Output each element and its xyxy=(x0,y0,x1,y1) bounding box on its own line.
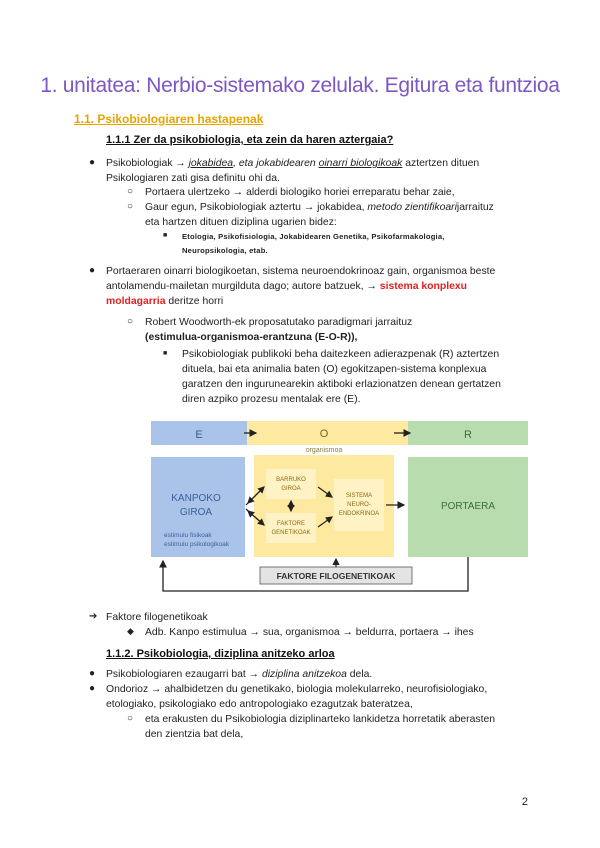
paragraph-line: Psikobiologiak publikoki beha daitezkeen adierazpenak (R) aztertzen xyxy=(182,349,500,360)
filogenetiko-label: FAKTORE FILOGENETIKOAK xyxy=(276,571,396,581)
bullet-dot: ● xyxy=(89,265,96,276)
portaera-label: PORTAERA xyxy=(440,501,496,512)
paragraph-line: Portaeraren oinarri biologikoetan, sistema neuroendokrinoaz gain, organismoa beste xyxy=(106,266,496,277)
kanpoko-label: KANPOKO xyxy=(171,493,221,504)
bullet-circle: ○ xyxy=(127,186,134,197)
bullet-circle: ○ xyxy=(127,316,134,327)
barruko-label: BARRUKO xyxy=(276,477,306,483)
paragraph-line: antolamendu-mailetan murgilduta dago; autore batzuek, → sistema konplexu xyxy=(106,281,467,292)
faktore-label: FAKTORE xyxy=(277,521,305,527)
page-title: 1. unitatea: Nerbio-sistemako zelulak. Egitura eta funtzioa xyxy=(40,74,560,97)
faktore-box xyxy=(266,513,316,543)
paragraph-line: Psikobiologiaren ezaugarri bat → diziplina anitzekoa dela. xyxy=(106,669,373,680)
r-label: R xyxy=(464,429,472,441)
paragraph-line: eta erakusten du Psikobiologia diziplinarteko lankidetza horretatik aberasten xyxy=(145,714,496,725)
bullet-circle: ○ xyxy=(127,201,134,212)
page-number: 2 xyxy=(521,796,528,808)
paragraph-line: dituela, bai eta animalia baten (O) egokitzapen-sistema konplexua xyxy=(182,364,487,375)
paragraph-line: Robert Woodworth-ek proposatutako paradigmari jarraituz xyxy=(145,317,413,328)
bullet-dot: ● xyxy=(89,683,96,694)
kanpoko-sub: estimulu psikologikoak xyxy=(164,541,230,548)
paragraph-line: Faktore filogenetikoak xyxy=(106,612,208,623)
paragraph-line: Etologia, Psikofisiologia, Jokabidearen Genetika, Psikofarmakologia, xyxy=(182,232,445,241)
oinarri-term: oinarri biologikoak xyxy=(318,158,403,169)
o-label: O xyxy=(319,428,329,440)
bullet-dot: ● xyxy=(89,157,96,168)
sistema-label: NEURO- xyxy=(347,502,371,508)
paragraph-line: Portaera ulertzeko → alderdi biologiko horiei erreparatu behar zaie, xyxy=(145,187,455,198)
arrow-bullet: ➔ xyxy=(89,611,98,622)
subsection-heading: 1.1.1 Zer da psikobiologia, eta zein da haren aztergaia? xyxy=(106,134,394,146)
paragraph-line: eta hartzen dituen diziplina ugarien bidez: xyxy=(145,217,337,228)
paragraph-line: Adb. Kanpo estimulua → sua, organismoa → beldurra, portaera → ihes xyxy=(145,627,474,638)
section-heading: 1.1. Psikobiologiaren hastapenak xyxy=(74,112,264,126)
eor-diagram xyxy=(148,417,528,595)
barruko-box xyxy=(266,469,316,499)
highlight-term: moldagarria xyxy=(106,296,166,307)
o-sub-label: organismoa xyxy=(305,447,343,454)
faktore-label: GENETIKOAK xyxy=(271,530,311,536)
kanpoko-sub: estimulu fisikoak xyxy=(164,532,212,539)
bullet-square: ■ xyxy=(163,232,168,239)
kanpoko-label: GIROA xyxy=(179,507,213,518)
bullet-diamond: ◆ xyxy=(127,626,134,636)
paragraph-line: moldagarria deritze horri xyxy=(106,296,224,307)
paragraph-line: Ondorioz → ahalbidetzen du genetikako, biologia molekularreko, neurofisiologiako, xyxy=(106,684,488,695)
paragraph-line: Psikobiologiak → jokabidea, eta jokabidearen oinarri biologikoak aztertzen dituen xyxy=(106,158,480,169)
paragraph-line: diren azpiko prozesu mentalak ere (E). xyxy=(182,394,361,405)
jokabidea-term: jokabidea xyxy=(188,158,234,169)
paragraph-line: Gaur egun, Psikobiologiak aztertu → jokabidea, metodo zientifikoarijarraituz xyxy=(145,202,494,213)
e-label: E xyxy=(195,429,203,441)
paragraph-line: etologiako, psikologiako edo antropologiako ezagutzak bateratzea, xyxy=(106,699,413,710)
bullet-dot: ● xyxy=(89,668,96,679)
paragraph-line: (estimulua-organismoa-erantzuna (E-O-R)), xyxy=(145,332,358,343)
paragraph-line: Neuropsikologia, etab. xyxy=(182,246,268,255)
subsection-heading: 1.1.2. Psikobiologia, diziplina anitzeko arloa xyxy=(106,648,335,660)
bullet-square: ■ xyxy=(163,350,168,357)
barruko-label: GIROA xyxy=(281,486,301,492)
paragraph-line: garatzen den ingurunearekin aktiboki erlazionatzen denean gertatzen xyxy=(182,379,501,390)
highlight-term: sistema konplexu xyxy=(379,281,467,292)
bullet-circle: ○ xyxy=(127,713,134,724)
sistema-label: SISTEMA xyxy=(345,493,373,499)
paragraph-line: den zientzia bat dela, xyxy=(145,729,244,740)
paragraph-line: Psikologiaren zati gisa definitu ohi da. xyxy=(106,173,280,184)
sistema-label: ENDOKRINOA xyxy=(338,511,380,517)
